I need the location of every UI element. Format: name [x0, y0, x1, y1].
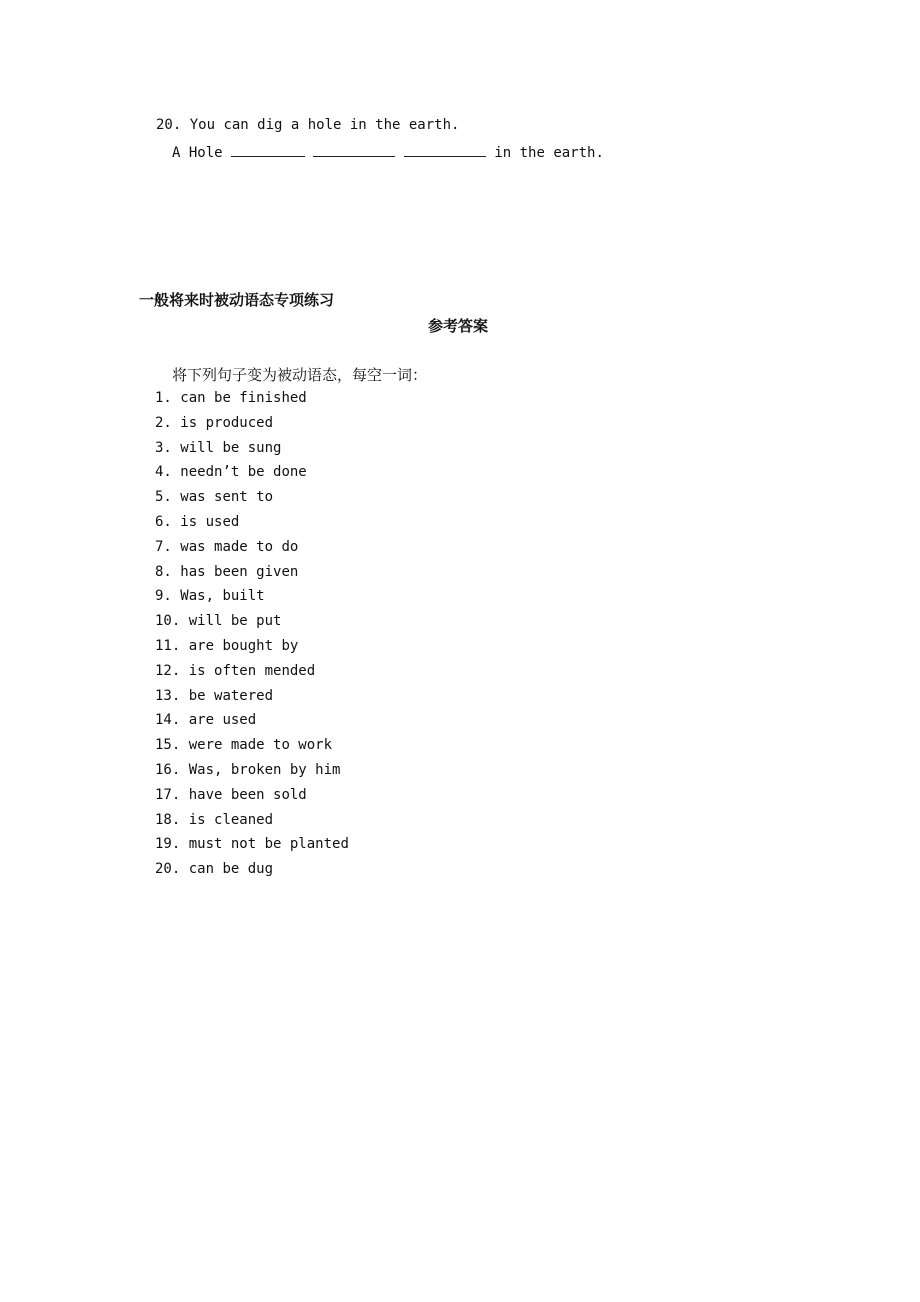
answer-number: 11.	[155, 637, 181, 654]
answer-text: are used	[188, 712, 257, 729]
answer-number: 13.	[155, 687, 181, 704]
answer-number: 6.	[155, 513, 172, 530]
answer-item	[155, 389, 349, 414]
answer-number: 5.	[155, 489, 172, 506]
answer-number: 10.	[155, 613, 181, 630]
answer-item	[155, 736, 349, 761]
answer-number: 8.	[155, 563, 172, 580]
answer-text: was made to do	[180, 538, 299, 555]
answer-text: is produced	[180, 414, 274, 431]
answer-item	[155, 637, 349, 662]
answer-number: 2.	[155, 414, 172, 431]
answer-item	[155, 761, 349, 786]
answer-number: 14.	[155, 712, 181, 729]
answer-blank-1[interactable]	[231, 142, 305, 157]
answer-item	[155, 811, 349, 836]
answer-blank-3[interactable]	[404, 142, 486, 157]
answer-text: Was, built	[180, 588, 265, 605]
answer-item	[155, 538, 349, 563]
answer-item	[155, 860, 349, 885]
answer-item	[155, 835, 349, 860]
instruction-text: 将下列句子变为被动语态，每空一词：	[172, 366, 428, 384]
answer-item	[155, 463, 349, 488]
answer-item	[155, 488, 349, 513]
answer-key-title: 参考答案	[428, 317, 489, 335]
answer-number: 16.	[155, 761, 181, 778]
answer-text: can be finished	[180, 390, 307, 406]
answer-text: be watered	[188, 687, 274, 704]
answer-item	[155, 587, 349, 612]
answer-number: 19.	[155, 836, 181, 853]
answer-text: has been given	[180, 563, 299, 580]
answer-number: 4.	[155, 464, 172, 481]
rewrite-start: A Hole	[172, 145, 223, 161]
answer-text: is often mended	[188, 662, 316, 679]
section-title: 一般将来时被动语态专项练习	[139, 291, 335, 309]
answer-item	[155, 563, 349, 588]
answer-number: 17.	[155, 786, 181, 803]
question-number: 20.	[156, 117, 182, 133]
answer-text: will be put	[188, 613, 282, 630]
question-20-rewrite-line	[172, 142, 604, 161]
answer-number: 7.	[155, 538, 172, 555]
answer-text: needn’t be done	[180, 464, 307, 481]
answer-number: 1.	[155, 390, 172, 406]
answer-item	[155, 711, 349, 736]
answer-item	[155, 513, 349, 538]
answer-number: 15.	[155, 737, 181, 754]
answer-number: 9.	[155, 588, 172, 605]
answer-item	[155, 612, 349, 637]
answer-text: Was, broken by him	[188, 761, 341, 778]
answer-item	[155, 662, 349, 687]
answer-text: are bought by	[188, 637, 299, 654]
answer-number: 3.	[155, 439, 172, 456]
answer-text: was sent to	[180, 489, 274, 506]
question-20	[156, 117, 459, 133]
answer-number: 20.	[155, 861, 181, 878]
answer-text: can be dug	[188, 861, 274, 878]
answer-text: is cleaned	[188, 811, 274, 828]
rewrite-end: in the earth.	[494, 145, 604, 161]
answer-number: 12.	[155, 662, 181, 679]
answer-text: were made to work	[188, 737, 333, 754]
answer-text: is used	[180, 513, 240, 530]
answer-number: 18.	[155, 811, 181, 828]
answer-item	[155, 786, 349, 811]
answer-text: will be sung	[180, 439, 282, 456]
answer-text: have been sold	[188, 786, 307, 803]
answer-item	[155, 439, 349, 464]
answer-item	[155, 687, 349, 712]
answer-list	[155, 389, 349, 885]
question-sentence: You can dig a hole in the earth.	[189, 117, 460, 133]
answer-blank-2[interactable]	[313, 142, 395, 157]
answer-text: must not be planted	[188, 836, 349, 853]
answer-item	[155, 414, 349, 439]
